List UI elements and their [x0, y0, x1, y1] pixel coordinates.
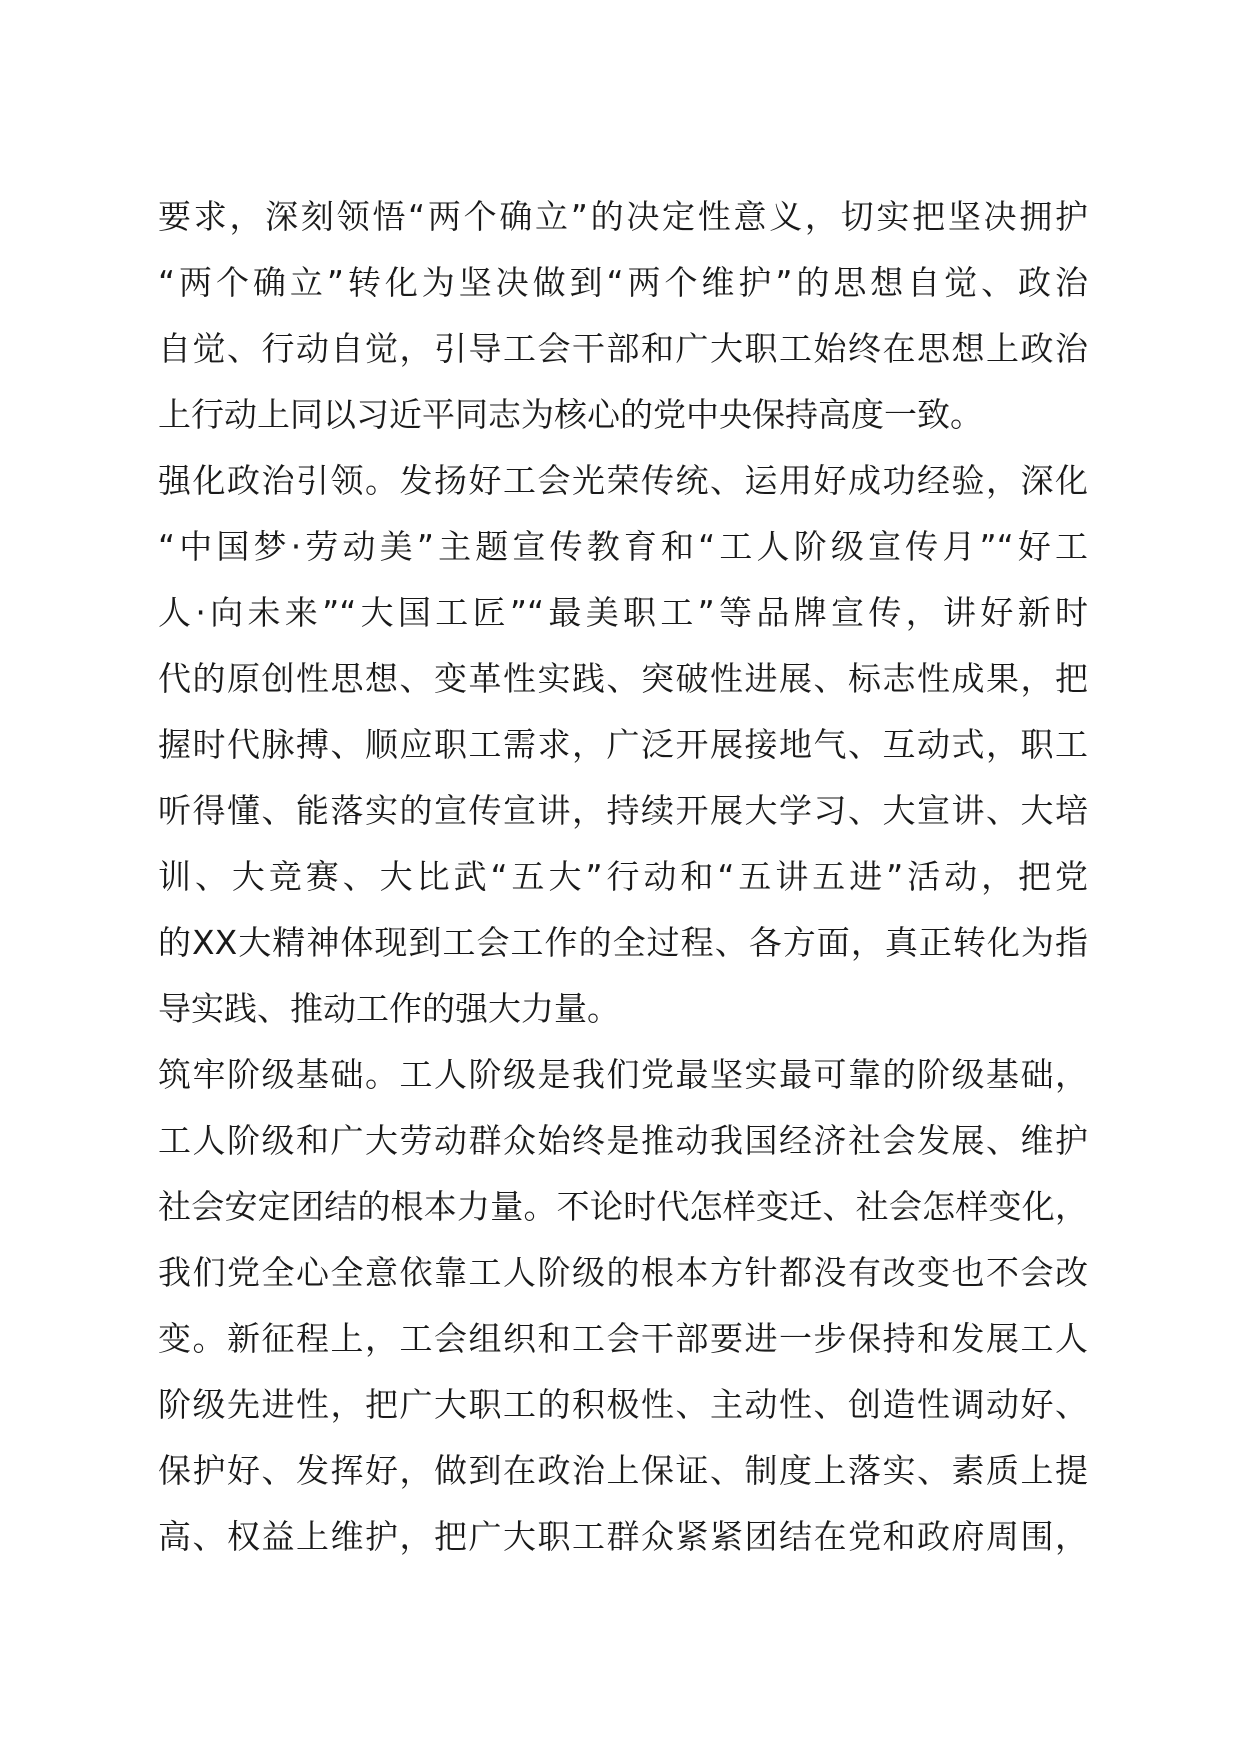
text-line: 的XX大精神体现到工会工作的全过程、各方面，真正转化为指	[158, 923, 1088, 962]
text-line: 人·向未来”“大国工匠”“最美职工”等品牌宣传，讲好新时	[158, 593, 1088, 632]
text-line: 我们党全心全意依靠工人阶级的根本方针都没有改变也不会改	[158, 1253, 1088, 1292]
body-text	[158, 184, 1088, 1570]
text-line: 变。新征程上，工会组织和工会干部要进一步保持和发展工人	[158, 1319, 1088, 1358]
text-line: “中国梦·劳动美”主题宣传教育和“工人阶级宣传月”“好工	[158, 527, 1088, 566]
text-line: 代的原创性思想、变革性实践、突破性进展、标志性成果，把	[158, 659, 1088, 698]
text-line: 工人阶级和广大劳动群众始终是推动我国经济社会发展、维护	[158, 1121, 1088, 1160]
text-line: “两个确立”转化为坚决做到“两个维护”的思想自觉、政治	[158, 263, 1088, 302]
text-line: 听得懂、能落实的宣传宣讲，持续开展大学习、大宣讲、大培	[158, 791, 1088, 830]
text-line: 高、权益上维护，把广大职工群众紧紧团结在党和政府周围，	[158, 1517, 1088, 1556]
text-line: 保护好、发挥好，做到在政治上保证、制度上落实、素质上提	[158, 1451, 1088, 1490]
text-line: 筑牢阶级基础。工人阶级是我们党最坚实最可靠的阶级基础，	[158, 1055, 1088, 1094]
text-line: 社会安定团结的根本力量。不论时代怎样变迁、社会怎样变化，	[158, 1187, 1088, 1226]
text-line: 训、大竞赛、大比武“五大”行动和“五讲五进”活动，把党	[158, 857, 1088, 896]
text-line: 导实践、推动工作的强大力量。	[158, 989, 620, 1028]
text-line: 上行动上同以习近平同志为核心的党中央保持高度一致。	[158, 395, 983, 434]
text-line: 强化政治引领。发扬好工会光荣传统、运用好成功经验，深化	[158, 461, 1088, 500]
text-line: 自觉、行动自觉，引导工会干部和广大职工始终在思想上政治	[158, 329, 1088, 368]
text-line: 阶级先进性，把广大职工的积极性、主动性、创造性调动好、	[158, 1385, 1088, 1424]
text-line: 握时代脉搏、顺应职工需求，广泛开展接地气、互动式，职工	[158, 725, 1088, 764]
text-line: 要求，深刻领悟“两个确立”的决定性意义，切实把坚决拥护	[158, 197, 1088, 236]
